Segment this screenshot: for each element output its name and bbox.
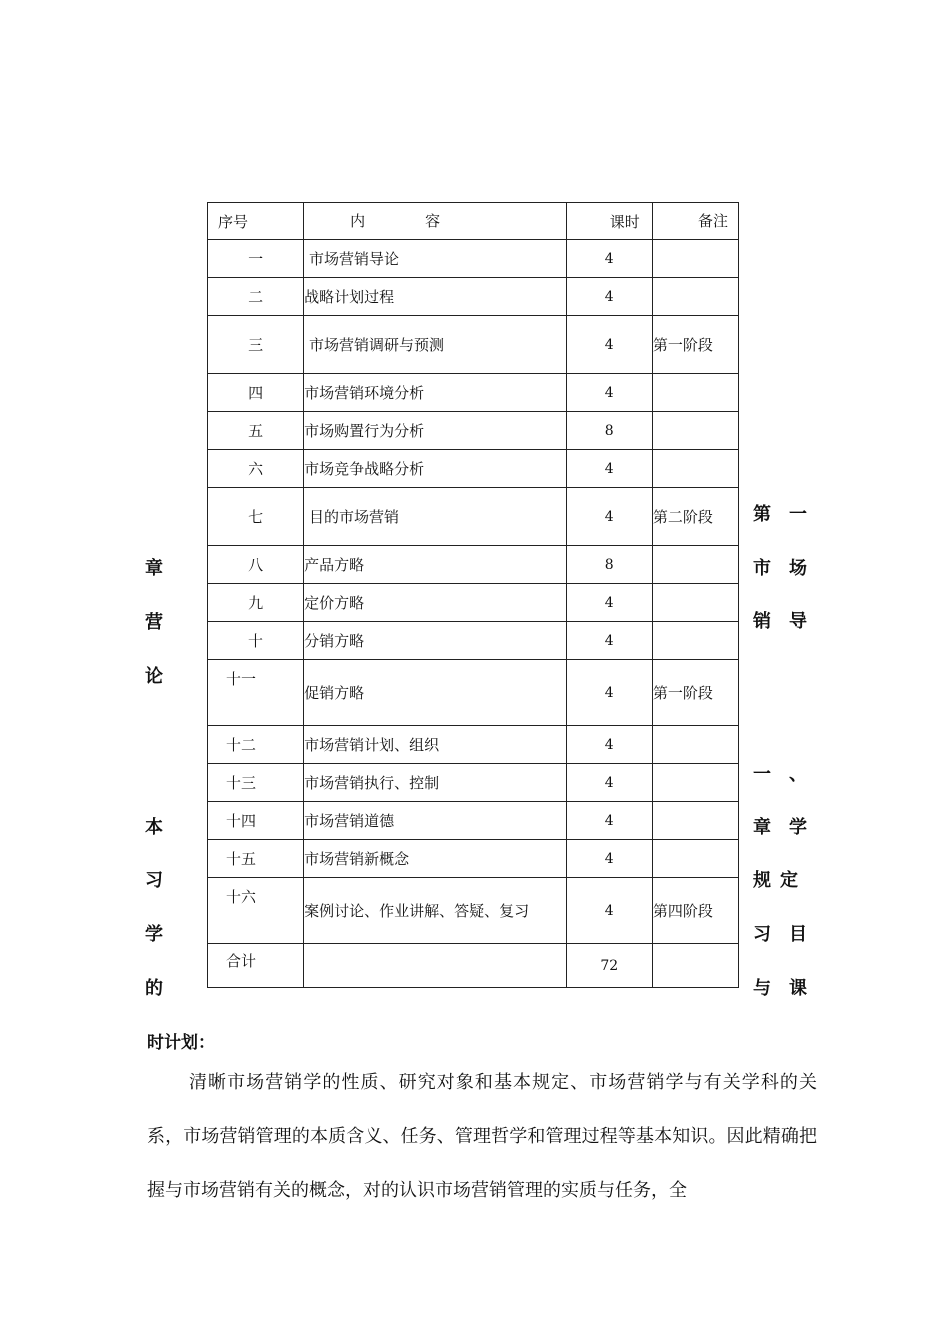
row-hours: 4 <box>566 802 652 840</box>
row-no: 十一 <box>208 660 304 726</box>
side-char: 章 <box>145 558 163 579</box>
side-char: 一 <box>789 504 807 525</box>
side-char: 习 <box>753 924 771 945</box>
table-total-row <box>208 944 739 988</box>
row-remark: 第一阶段 <box>652 660 738 726</box>
row-remark <box>652 450 738 488</box>
row-no: 六 <box>208 450 304 488</box>
row-no: 十二 <box>208 726 304 764</box>
row-hours: 8 <box>566 546 652 584</box>
row-content: 促销方略 <box>304 660 566 726</box>
table-row <box>208 278 739 316</box>
side-char: 规 <box>753 870 771 891</box>
row-hours: 4 <box>566 660 652 726</box>
row-remark <box>652 802 738 840</box>
row-content: 目的市场营销 <box>304 488 566 546</box>
row-content: 分销方略 <box>304 622 566 660</box>
side-char: 本 <box>145 817 163 838</box>
row-hours: 4 <box>566 622 652 660</box>
side-char: 定 <box>780 870 798 891</box>
row-remark <box>652 278 738 316</box>
row-content: 产品方略 <box>304 546 566 584</box>
row-remark: 第一阶段 <box>652 316 738 374</box>
total-content <box>304 944 566 988</box>
table-row <box>208 546 739 584</box>
row-content: 案例讨论、作业讲解、答疑、复习 <box>304 878 566 944</box>
side-char: 习 <box>145 870 163 891</box>
row-no: 十 <box>208 622 304 660</box>
row-hours: 4 <box>566 240 652 278</box>
row-hours: 4 <box>566 488 652 546</box>
row-content: 市场营销执行、控制 <box>304 764 566 802</box>
row-no: 一 <box>208 240 304 278</box>
side-char: 目 <box>789 924 807 945</box>
side-char: 课 <box>789 978 807 999</box>
header-content: 内 容 <box>304 203 566 240</box>
course-schedule-table <box>207 202 739 988</box>
side-char: 学 <box>789 817 807 838</box>
table-row <box>208 878 739 944</box>
side-char: 场 <box>789 558 807 579</box>
row-content: 市场营销计划、组织 <box>304 726 566 764</box>
header-remark: 备注 <box>652 203 738 240</box>
row-remark <box>652 622 738 660</box>
row-remark: 第二阶段 <box>652 488 738 546</box>
header-hours: 课时 <box>566 203 652 240</box>
row-remark <box>652 546 738 584</box>
total-hours: 72 <box>566 944 652 988</box>
row-content: 战略计划过程 <box>304 278 566 316</box>
row-hours: 4 <box>566 374 652 412</box>
table-row <box>208 316 739 374</box>
row-no: 十四 <box>208 802 304 840</box>
row-no: 二 <box>208 278 304 316</box>
total-label: 合计 <box>208 944 304 988</box>
row-no: 三 <box>208 316 304 374</box>
row-content: 市场营销导论 <box>304 240 566 278</box>
side-char: 、 <box>789 764 807 785</box>
table-row <box>208 660 739 726</box>
row-content: 市场购置行为分析 <box>304 412 566 450</box>
row-content: 市场营销新概念 <box>304 840 566 878</box>
header-no: 序号 <box>208 203 304 240</box>
table-row <box>208 374 739 412</box>
row-no: 十三 <box>208 764 304 802</box>
row-no: 四 <box>208 374 304 412</box>
row-no: 七 <box>208 488 304 546</box>
row-hours: 4 <box>566 316 652 374</box>
row-remark <box>652 764 738 802</box>
row-no: 五 <box>208 412 304 450</box>
row-remark <box>652 412 738 450</box>
table-row <box>208 802 739 840</box>
row-hours: 8 <box>566 412 652 450</box>
row-remark: 第四阶段 <box>652 878 738 944</box>
row-hours: 4 <box>566 764 652 802</box>
row-remark <box>652 584 738 622</box>
row-no: 十六 <box>208 878 304 944</box>
row-hours: 4 <box>566 878 652 944</box>
row-hours: 4 <box>566 278 652 316</box>
table-row <box>208 240 739 278</box>
row-hours: 4 <box>566 840 652 878</box>
row-remark <box>652 240 738 278</box>
row-content: 定价方略 <box>304 584 566 622</box>
side-char: 销 <box>753 611 771 632</box>
side-char: 学 <box>145 924 163 945</box>
row-no: 十五 <box>208 840 304 878</box>
row-content: 市场竞争战略分析 <box>304 450 566 488</box>
side-char: 论 <box>145 666 163 687</box>
table-row <box>208 726 739 764</box>
side-char: 的 <box>145 978 163 999</box>
side-char: 一 <box>753 764 771 785</box>
row-content: 市场营销调研与预测 <box>304 316 566 374</box>
side-char: 营 <box>145 612 163 633</box>
table-row <box>208 764 739 802</box>
row-remark <box>652 374 738 412</box>
side-char: 与 <box>753 978 771 999</box>
side-char: 章 <box>753 817 771 838</box>
row-no: 九 <box>208 584 304 622</box>
table-header-row <box>208 203 739 240</box>
table-row <box>208 488 739 546</box>
row-remark <box>652 840 738 878</box>
row-no: 八 <box>208 546 304 584</box>
table-row <box>208 622 739 660</box>
table-row <box>208 840 739 878</box>
side-char: 市 <box>753 558 771 579</box>
row-hours: 4 <box>566 726 652 764</box>
side-char: 导 <box>789 611 807 632</box>
table-row <box>208 412 739 450</box>
row-content: 市场营销环境分析 <box>304 374 566 412</box>
side-char: 第 <box>753 504 771 525</box>
heading-tail: 时计划： <box>147 1033 215 1053</box>
row-remark <box>652 726 738 764</box>
row-hours: 4 <box>566 584 652 622</box>
table-row <box>208 584 739 622</box>
row-hours: 4 <box>566 450 652 488</box>
table-row <box>208 450 739 488</box>
row-content: 市场营销道德 <box>304 802 566 840</box>
body-paragraph: 清晰市场营销学的性质、研究对象和基本规定、市场营销学与有关学科的关系，市场营销管理的本质含义、任务、管理哲学和管理过程等基本知识。因此精确把握与市场营销有关的概念，对的认识市场营销管理的实质与任务，全 <box>147 1072 817 1201</box>
total-remark <box>652 944 738 988</box>
